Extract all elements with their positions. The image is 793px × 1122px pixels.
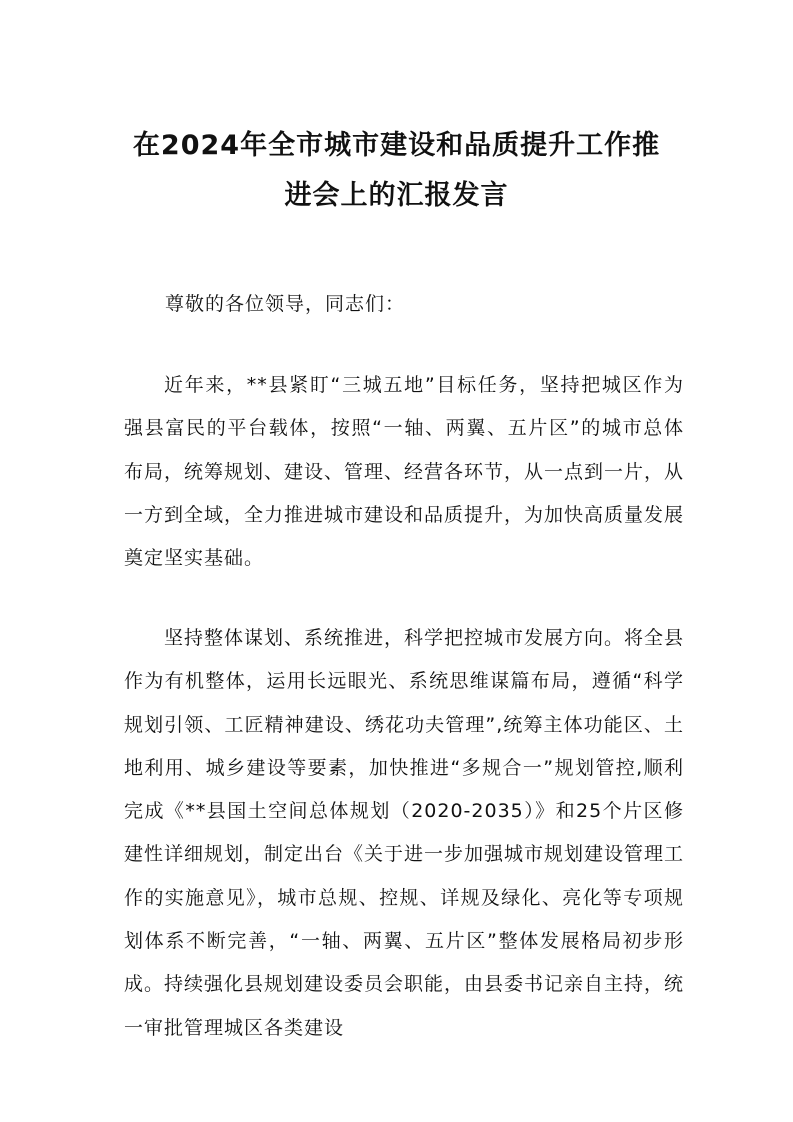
title-line-2: 进会上的汇报发言 (284, 180, 509, 211)
document-title (100, 121, 693, 221)
salutation: 尊敬的各位领导，同志们： (165, 293, 406, 315)
body-paragraph-1: 近年来，**县紧盯“三城五地”目标任务，坚持把城区作为强县富民的平台载体，按照“一轴、两翼、五片区”的城市总体布局，统筹规划、建设、管理、经营各环节，从一点到一片，从一方到全域，全力推进城市建设和品质提升，为加快高质量发展奠定坚实基础。 (124, 374, 685, 570)
title-line-1: 在2024年全市城市建设和品质提升工作推 (132, 130, 661, 161)
body-paragraph-2: 坚持整体谋划、系统推进，科学把控城市发展方向。将全县作为有机整体，运用长远眼光、系统思维谋篇布局，遵循“科学规划引领、工匠精神建设、绣花功夫管理”,统筹主体功能区、土地利用、城乡建设等要素，加快推进“多规合一”规划管控,顺利完成《**县国土空间总体规划（2020-2035）》和25个片区修建性详细规划，制定出台《关于进一步加强城市规划建设管理工作的实施意见》，城市总规、控规、详规及绿化、亮化等专项规划体系不断完善，“一轴、两翼、五片区”整体发展格局初步形成。持续强化县规划建设委员会职能，由县委书记亲自主持，统一审批管理城区各类建设 (124, 627, 685, 1039)
